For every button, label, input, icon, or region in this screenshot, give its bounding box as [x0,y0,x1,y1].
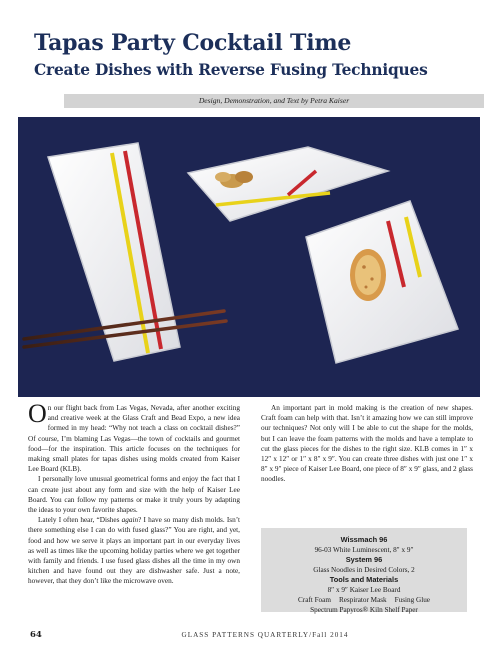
article-column-left [28,399,241,587]
photo-illustration [18,117,480,397]
drop-cap: O [28,399,47,428]
materials-line-noodles: Glass Noodles in Desired Colors, 2 [313,566,415,574]
paragraph-2: I personally love unusual geometrical forms and enjoy the fact that I can create just about any form and size with the help of Kaiser Lee Board. You can follow my patterns or make it truly yours by adapting the ideas to your own favorite shapes. [28,475,240,515]
paragraph-3-end: ? I have so many dish molds. Isn’t there something else I can do with fused glass?” You are right, and yet, food and how we serve it plays an important part in our everyday lives as well as times like the upcoming holiday parties where we get together with family and friends. I use fused glass dishes all the time in my own kitchen and have found out they are dishwasher safe. Just a note, however, that they don’t like the microwave oven. [28,516,241,586]
article-column-right [261,403,473,485]
materials-line-board: 8″ x 9″ Kaiser Lee Board [327,586,401,594]
materials-line-paper: Spectrum Papyros® Kiln Shelf Paper [310,606,418,614]
materials-line-glass: 96-03 White Luminescent, 8″ x 9″ [314,546,414,554]
paragraph-3-start: Lately I often hear, “Dishes [38,516,122,525]
paragraph-intro-text: n our flight back from Las Vegas, Nevada, after another exciting and creative week at the Glass Craft and Bead Expo, a new idea formed in my head: “Why not teach a class on cocktail dishes?” Of course, I’m blaming Las Vegas—the town of cocktails and gourmet food—for the inspiration. This article focuses on the techniques for making small plates for tapas dishes using molds created from Kaiser Lee Board (KLB). [28,404,240,474]
credit-bar [64,94,484,108]
paragraph-intro [28,399,240,474]
materials-heading-tools: Tools and Materials [329,575,399,584]
article-subtitle: Create Dishes with Reverse Fusing Techniques [34,61,428,79]
magazine-footer: GLASS PATTERNS QUARTERLY/Fall 2014 [181,631,349,639]
credit-text: Design, Demonstration, and Text by Petra Kaiser [198,96,350,105]
materials-item: Respirator Mask [338,596,387,604]
materials-item: Craft Foam [298,596,331,604]
paragraph-3-italic: again [121,516,139,525]
article-title: Tapas Party Cocktail Time [34,30,352,56]
biscotti [350,249,386,301]
materials-heading-system: System 96 [345,555,383,564]
materials-heading-wissmach: Wissmach 96 [340,535,388,544]
materials-sidebar [261,528,467,612]
paragraph-3 [28,515,240,586]
photo-tapas-dishes [18,117,480,397]
materials-item: Fusing Glue [394,596,430,604]
paragraph-right-1: An important part in mold making is the creation of new shapes. Craft foam can help with that. Isn’t it amazing how we can still improve our techniques? Not only will I be able to cut the shape for the molds, but I can leave the foam patterns with the molds and have a template to cut the glass pieces for the dishes to the right size. KLB comes in 1″ x 12″ x 12″ or 1″ x 8″ x 9″. You can create three dishes with just one 1″ x 8″ x 9″ piece of Kaiser Lee Board, one piece of 8″ x 9″ glass, and 2 glass noodles. [261,404,473,484]
materials-items-row [261,595,467,605]
page-number: 64 [30,630,42,640]
